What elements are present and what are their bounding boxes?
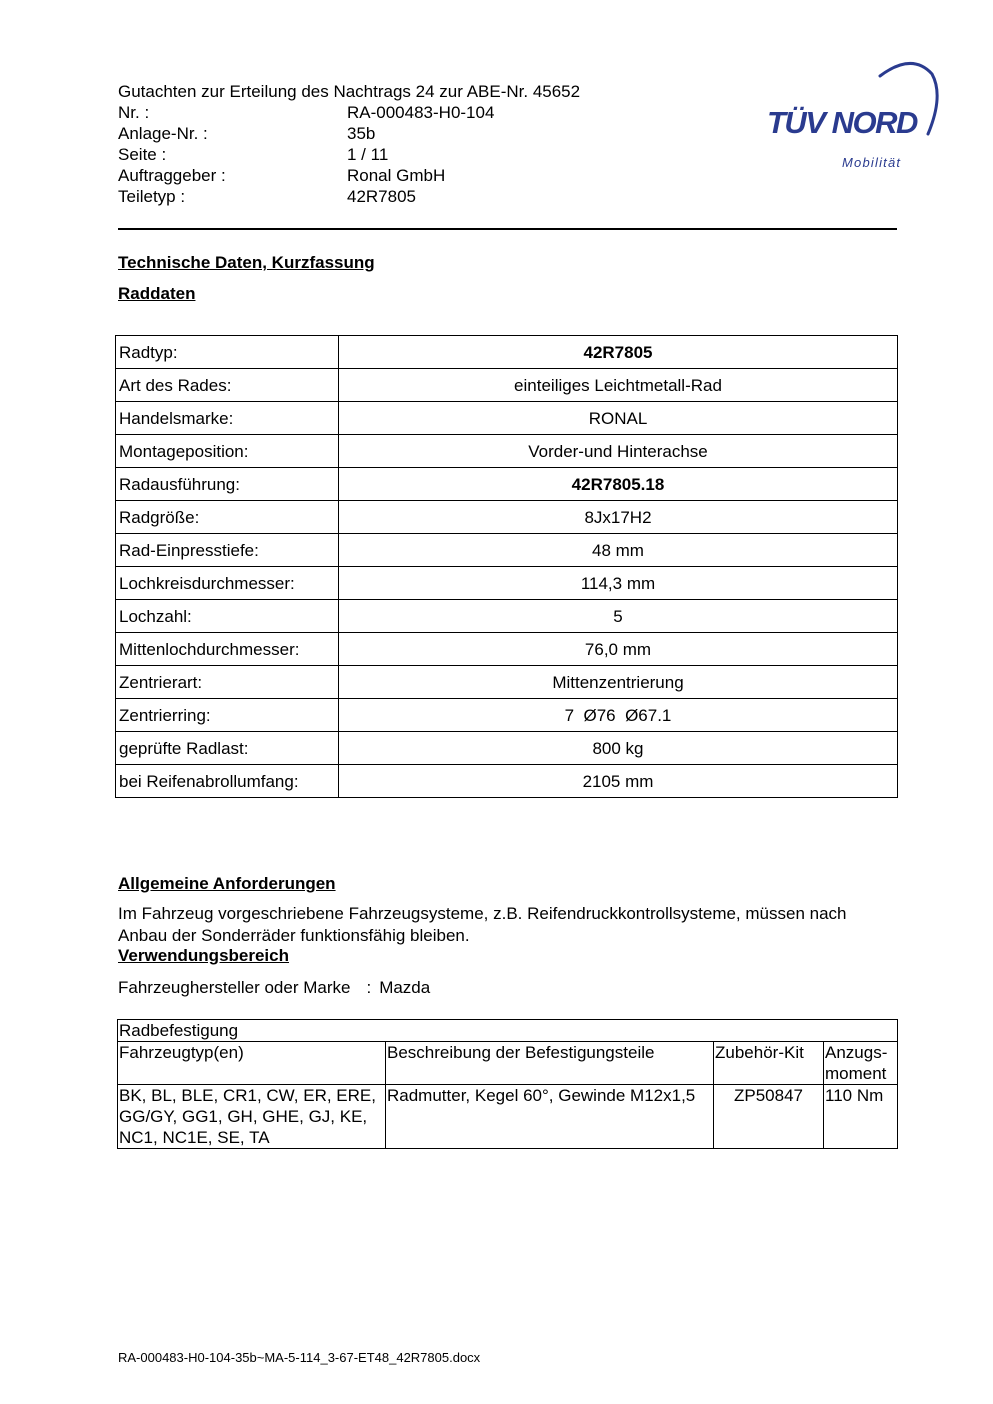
wheel-data-table: [115, 335, 898, 798]
document-title: Gutachten zur Erteilung des Nachtrags 24 zur ABE-Nr. 45652: [118, 82, 581, 101]
column-header: Beschreibung der Befestigungsteile: [386, 1042, 714, 1085]
wheel-key: Radausführung:: [116, 468, 339, 501]
wheel-value: Mittenzentrierung: [339, 666, 898, 699]
header-row-anlage: [118, 123, 658, 144]
header-value: Ronal GmbH: [347, 166, 446, 185]
table-row: [116, 633, 898, 666]
wheel-value: 76,0 mm: [339, 633, 898, 666]
header-label: Auftraggeber :: [118, 166, 226, 185]
header-label: Nr. :: [118, 103, 150, 122]
table-row: [116, 600, 898, 633]
wheel-key: Art des Rades:: [116, 369, 339, 402]
wheel-key: Lochzahl:: [116, 600, 339, 633]
table-row: [116, 699, 898, 732]
header-row-nr: [118, 102, 658, 123]
header-row-teiletyp: [118, 186, 658, 207]
table-row: [116, 336, 898, 369]
wheel-value: Vorder-und Hinterachse: [339, 435, 898, 468]
header-value: RA-000483-H0-104: [347, 103, 495, 122]
torque-cell: 110 Nm: [824, 1085, 898, 1149]
table-row: [116, 468, 898, 501]
wheel-value: 42R7805.18: [339, 468, 898, 501]
wheel-data-heading: Raddaten: [118, 284, 196, 303]
wheel-value: 8Jx17H2: [339, 501, 898, 534]
footer-filename: RA-000483-H0-104-35b~MA-5-114_3-67-ET48_42R7805.docx: [118, 1350, 481, 1365]
usage-separator: :: [366, 978, 372, 997]
wheel-key: geprüfte Radlast:: [116, 732, 339, 765]
table-row: [116, 501, 898, 534]
header-value: 35b: [347, 124, 376, 143]
document-header: [118, 81, 658, 207]
wheel-key: Montageposition:: [116, 435, 339, 468]
wheel-value: 800 kg: [339, 732, 898, 765]
table-row: [116, 567, 898, 600]
wheel-key: Radgröße:: [116, 501, 339, 534]
table-row: [116, 534, 898, 567]
wheel-value: 5: [339, 600, 898, 633]
tech-data-heading: Technische Daten, Kurzfassung: [118, 253, 375, 272]
usage-line: [118, 977, 430, 998]
wheel-value: 2105 mm: [339, 765, 898, 798]
wheel-key: Zentrierring:: [116, 699, 339, 732]
column-header: Anzugs-moment: [824, 1042, 898, 1085]
table-row: [118, 1085, 898, 1149]
header-label: Seite :: [118, 145, 167, 164]
table-row: [116, 666, 898, 699]
header-row-auftraggeber: [118, 165, 658, 186]
header-label: Anlage-Nr. :: [118, 124, 208, 143]
wheel-value: 7 Ø76 Ø67.1: [339, 699, 898, 732]
header-value: 1 / 11: [347, 145, 389, 164]
table-row: [116, 402, 898, 435]
wheel-value: 42R7805: [339, 336, 898, 369]
wheel-key: Mittenlochdurchmesser:: [116, 633, 339, 666]
column-header: Zubehör-Kit: [714, 1042, 824, 1085]
logo-subtitle: Mobilität: [842, 155, 902, 170]
wheel-key: Rad-Einpresstiefe:: [116, 534, 339, 567]
table-row: [116, 435, 898, 468]
header-row-seite: [118, 144, 658, 165]
table-row: [116, 732, 898, 765]
wheel-key: Radtyp:: [116, 336, 339, 369]
accessory-kit-cell: ZP50847: [714, 1085, 824, 1149]
wheel-value: einteiliges Leichtmetall-Rad: [339, 369, 898, 402]
header-label: Teiletyp :: [118, 187, 186, 206]
wheel-key: bei Reifenabrollumfang:: [116, 765, 339, 798]
logo-brand: TÜV NORD: [767, 105, 917, 140]
wheel-key: Zentrierart:: [116, 666, 339, 699]
vehicle-types-cell: BK, BL, BLE, CR1, CW, ER, ERE, GG/GY, GG1, GH, GHE, GJ, KE, NC1, NC1E, SE, TA: [118, 1085, 386, 1149]
mounting-table-title: Radbefestigung: [118, 1020, 898, 1042]
mounting-table: [117, 1019, 898, 1149]
tuv-nord-logo: [762, 56, 942, 171]
table-row: [116, 369, 898, 402]
usage-value: Mazda: [379, 978, 431, 997]
column-header: Fahrzeugtyp(en): [118, 1042, 386, 1085]
requirements-text: Im Fahrzeug vorgeschriebene Fahrzeugsysteme, z.B. Reifendruckkontrollsysteme, müssen nach Anbau der Sonderräder funktionsfähig bleiben.: [118, 904, 847, 945]
usage-heading: Verwendungsbereich: [118, 946, 289, 965]
header-divider: [118, 228, 897, 230]
table-header-row: [118, 1042, 898, 1085]
usage-label: Fahrzeughersteller oder Marke: [118, 978, 351, 997]
wheel-value: 114,3 mm: [339, 567, 898, 600]
wheel-key: Handelsmarke:: [116, 402, 339, 435]
fastener-description-cell: Radmutter, Kegel 60°, Gewinde M12x1,5: [386, 1085, 714, 1149]
wheel-value: RONAL: [339, 402, 898, 435]
requirements-heading: Allgemeine Anforderungen: [118, 874, 336, 893]
wheel-key: Lochkreisdurchmesser:: [116, 567, 339, 600]
header-value: 42R7805: [347, 187, 417, 206]
table-row: [116, 765, 898, 798]
table-title-row: [118, 1020, 898, 1042]
wheel-value: 48 mm: [339, 534, 898, 567]
